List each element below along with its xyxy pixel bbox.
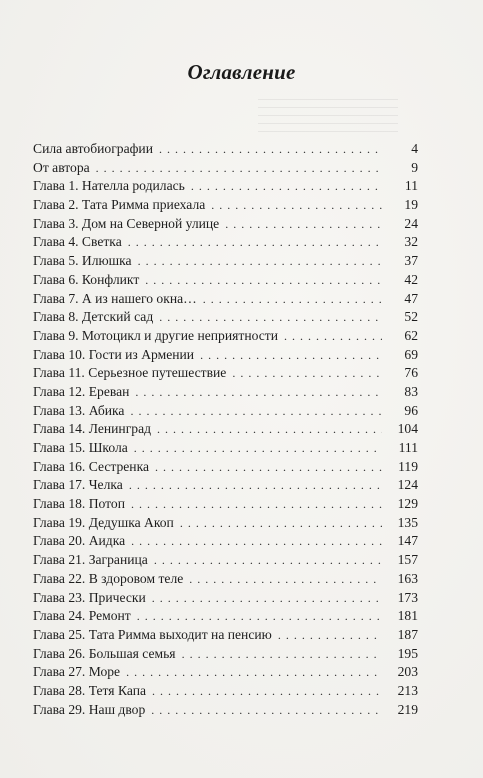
dot-leader <box>131 532 382 551</box>
toc-entry-page-number: 96 <box>404 402 418 418</box>
toc-entry-title: Глава 1. Нателла родилась <box>33 178 185 194</box>
toc-entry <box>33 402 418 421</box>
toc-entry-page-number: 11 <box>404 178 418 194</box>
dot-leader <box>145 271 382 290</box>
dot-leader <box>157 420 382 439</box>
toc-entry-title: От автора <box>33 159 90 175</box>
dot-leader <box>155 458 382 477</box>
toc-entry-title: Глава 6. Конфликт <box>33 271 140 287</box>
toc-entry-page-number: 195 <box>397 645 418 661</box>
toc-entry <box>33 327 418 346</box>
toc-entry-page-number: 147 <box>397 533 418 549</box>
toc-entry <box>33 308 418 327</box>
toc-entry-page-number: 173 <box>397 589 418 605</box>
dot-leader <box>138 252 382 271</box>
toc-entry-title: Глава 15. Школа <box>33 440 128 455</box>
toc-entry-title: Глава 24. Ремонт <box>33 608 131 624</box>
toc-entry-title: Глава 18. Потоп <box>33 496 125 512</box>
toc-entry-page-number: 157 <box>397 552 418 568</box>
toc-entry-page-number: 19 <box>404 197 418 213</box>
dot-leader <box>152 589 382 608</box>
toc-entry-page-number: 181 <box>397 608 418 624</box>
toc-entry-page-number: 9 <box>411 159 418 175</box>
toc-entry-page-number: 213 <box>397 682 418 698</box>
toc-entry-title: Глава 17. Челка <box>33 477 123 493</box>
toc-entry-title: Глава 29. Наш двор <box>33 701 146 717</box>
dot-leader <box>182 645 382 664</box>
toc-entry <box>33 589 418 608</box>
toc-entry-title: Глава 12. Ереван <box>33 383 130 399</box>
dot-leader <box>135 383 382 402</box>
toc-entry-page-number: 42 <box>404 271 418 287</box>
toc-entry <box>33 682 418 701</box>
toc-entry <box>33 252 418 271</box>
page-title: Оглавление <box>187 60 296 84</box>
toc-entry-title: Глава 5. Илюшка <box>33 253 132 269</box>
dot-leader <box>154 551 382 570</box>
dot-leader <box>189 570 382 589</box>
toc-entry-title: Глава 10. Гости из Армении <box>33 346 195 362</box>
toc-entry-title: Глава 20. Аидка <box>33 533 126 549</box>
dot-leader <box>180 514 382 533</box>
toc-entry-title: Глава 8. Детский сад <box>33 309 154 325</box>
toc-entry-title: Глава 3. Дом на Северной улице <box>33 215 220 231</box>
table-of-contents <box>33 140 418 719</box>
dot-leader <box>152 682 382 701</box>
dot-leader <box>134 439 382 458</box>
toc-entry-page-number: 69 <box>404 346 418 362</box>
dot-leader <box>232 364 382 383</box>
toc-entry <box>33 626 418 645</box>
toc-entry-page-number: 47 <box>404 290 418 306</box>
toc-entry-page-number: 32 <box>404 234 418 250</box>
dot-leader <box>159 308 382 327</box>
toc-entry <box>33 196 418 215</box>
toc-entry-title: Глава 11. Серьезное путешествие <box>33 365 227 381</box>
toc-entry-title: Глава 27. Море <box>33 664 121 680</box>
toc-entry-page-number: 203 <box>397 664 418 680</box>
toc-entry <box>33 514 418 533</box>
toc-entry-page-number: 124 <box>397 477 418 493</box>
toc-entry-page-number: 119 <box>398 458 418 474</box>
toc-entry-page-number: 52 <box>404 309 418 325</box>
toc-entry <box>33 607 418 626</box>
toc-entry-title: Глава 13. Абика <box>33 402 125 418</box>
toc-entry-title: Глава 4. Светка <box>33 234 122 250</box>
toc-entry-title: Глава 22. В здоровом теле <box>33 570 184 586</box>
dot-leader <box>129 476 382 495</box>
toc-entry-page-number: 104 <box>397 421 418 437</box>
dot-leader <box>159 140 382 159</box>
toc-entry <box>33 215 418 234</box>
bleed-through-texture <box>258 92 398 132</box>
toc-entry-title: Глава 7. А из нашего окна… <box>33 290 197 306</box>
toc-entry <box>33 140 418 159</box>
toc-entry <box>33 159 418 178</box>
toc-entry <box>33 645 418 664</box>
toc-entry <box>33 346 418 365</box>
toc-entry <box>33 570 418 589</box>
toc-entry-page-number: 219 <box>397 701 418 717</box>
toc-entry-title: Глава 25. Тата Римма выходит на пенсию <box>33 626 272 642</box>
toc-entry <box>33 551 418 570</box>
dot-leader <box>203 290 382 309</box>
dot-leader <box>278 626 382 645</box>
dot-leader <box>128 233 382 252</box>
toc-entry <box>33 476 418 495</box>
toc-entry-title: Глава 19. Дедушка Акоп <box>33 514 174 530</box>
toc-entry-title: Глава 2. Тата Римма приехала <box>33 197 206 213</box>
toc-entry-page-number: 135 <box>397 514 418 530</box>
dot-leader <box>191 177 382 196</box>
toc-entry-page-number: 24 <box>404 215 418 231</box>
dot-leader <box>225 215 382 234</box>
toc-entry-page-number: 111 <box>398 440 418 455</box>
toc-entry-title: Глава 9. Мотоцикл и другие неприятности <box>33 327 278 343</box>
toc-entry <box>33 458 418 477</box>
dot-leader <box>137 607 382 626</box>
toc-entry <box>33 290 418 309</box>
toc-entry-page-number: 4 <box>411 141 418 156</box>
dot-leader <box>130 402 382 421</box>
toc-entry <box>33 439 418 458</box>
toc-entry-page-number: 37 <box>404 253 418 269</box>
toc-entry <box>33 364 418 383</box>
toc-entry-title: Глава 23. Прически <box>33 589 146 605</box>
dot-leader <box>96 159 382 178</box>
toc-entry-page-number: 163 <box>397 570 418 586</box>
toc-entry-title: Глава 26. Большая семья <box>33 645 176 661</box>
toc-entry <box>33 383 418 402</box>
toc-entry-page-number: 129 <box>397 496 418 512</box>
toc-entry <box>33 663 418 682</box>
dot-leader <box>200 346 382 365</box>
dot-leader <box>131 495 382 514</box>
toc-entry-page-number: 76 <box>404 365 418 381</box>
toc-entry <box>33 271 418 290</box>
dot-leader <box>126 663 382 682</box>
toc-entry-title: Глава 16. Сестренка <box>33 458 149 474</box>
dot-leader <box>211 196 382 215</box>
toc-entry-title: Глава 21. Заграница <box>33 552 148 568</box>
dot-leader <box>284 327 382 346</box>
dot-leader <box>151 701 382 720</box>
toc-entry-title: Глава 14. Ленинград <box>33 421 152 437</box>
toc-entry <box>33 532 418 551</box>
toc-entry-title: Глава 28. Тетя Капа <box>33 682 146 698</box>
toc-entry-page-number: 187 <box>397 626 418 642</box>
toc-entry <box>33 233 418 252</box>
toc-entry <box>33 701 418 720</box>
toc-entry-title: Сила автобиографии <box>33 141 153 156</box>
toc-entry <box>33 177 418 196</box>
toc-entry-page-number: 83 <box>404 383 418 399</box>
toc-entry <box>33 420 418 439</box>
toc-entry <box>33 495 418 514</box>
toc-entry-page-number: 62 <box>404 327 418 343</box>
